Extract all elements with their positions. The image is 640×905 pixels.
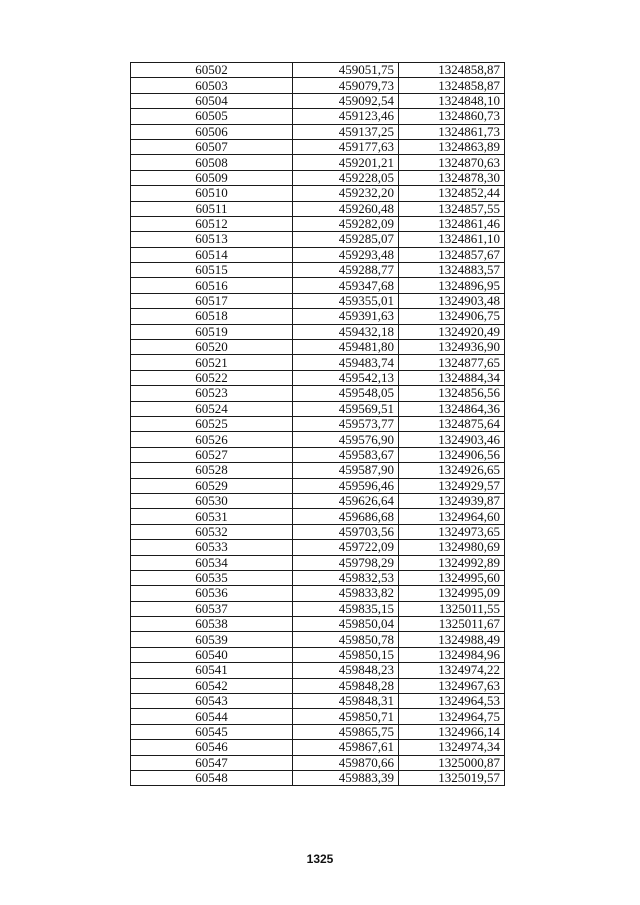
- table-row: [131, 432, 505, 447]
- point-id-cell: 60538: [131, 617, 293, 632]
- y-coordinate-cell: 1324857,55: [399, 201, 505, 216]
- table-row: [131, 555, 505, 570]
- x-coordinate-cell: 459848,23: [293, 663, 399, 678]
- x-coordinate-cell: 459432,18: [293, 324, 399, 339]
- x-coordinate-cell: 459137,25: [293, 124, 399, 139]
- y-coordinate-cell: 1324858,87: [399, 63, 505, 78]
- table-row: [131, 232, 505, 247]
- table-row: [131, 740, 505, 755]
- point-id-cell: 60508: [131, 155, 293, 170]
- point-id-cell: 60523: [131, 386, 293, 401]
- point-id-cell: 60521: [131, 355, 293, 370]
- x-coordinate-cell: 459883,39: [293, 770, 399, 785]
- table-row: [131, 540, 505, 555]
- x-coordinate-cell: 459288,77: [293, 263, 399, 278]
- point-id-cell: 60509: [131, 170, 293, 185]
- x-coordinate-cell: 459867,61: [293, 740, 399, 755]
- x-coordinate-cell: 459832,53: [293, 570, 399, 585]
- x-coordinate-cell: 459483,74: [293, 355, 399, 370]
- page-number: 1325: [306, 852, 334, 866]
- y-coordinate-cell: 1324906,75: [399, 309, 505, 324]
- y-coordinate-cell: 1324984,96: [399, 647, 505, 662]
- x-coordinate-cell: 459293,48: [293, 247, 399, 262]
- y-coordinate-cell: 1324964,75: [399, 709, 505, 724]
- y-coordinate-cell: 1324926,65: [399, 463, 505, 478]
- x-coordinate-cell: 459583,67: [293, 447, 399, 462]
- x-coordinate-cell: 459722,09: [293, 540, 399, 555]
- y-coordinate-cell: 1325000,87: [399, 755, 505, 770]
- table-row: [131, 678, 505, 693]
- y-coordinate-cell: 1324903,48: [399, 293, 505, 308]
- x-coordinate-cell: 459285,07: [293, 232, 399, 247]
- y-coordinate-cell: 1324863,89: [399, 139, 505, 154]
- y-coordinate-cell: 1324980,69: [399, 540, 505, 555]
- table-row: [131, 216, 505, 231]
- y-coordinate-cell: 1324877,65: [399, 355, 505, 370]
- x-coordinate-cell: 459481,80: [293, 340, 399, 355]
- y-coordinate-cell: 1324903,46: [399, 432, 505, 447]
- y-coordinate-cell: 1324995,09: [399, 586, 505, 601]
- point-id-cell: 60515: [131, 263, 293, 278]
- y-coordinate-cell: 1324906,56: [399, 447, 505, 462]
- y-coordinate-cell: 1324857,67: [399, 247, 505, 262]
- x-coordinate-cell: 459347,68: [293, 278, 399, 293]
- x-coordinate-cell: 459835,15: [293, 601, 399, 616]
- x-coordinate-cell: 459232,20: [293, 186, 399, 201]
- x-coordinate-cell: 459569,51: [293, 401, 399, 416]
- y-coordinate-cell: 1324966,14: [399, 724, 505, 739]
- x-coordinate-cell: 459848,28: [293, 678, 399, 693]
- y-coordinate-cell: 1324936,90: [399, 340, 505, 355]
- table-row: [131, 694, 505, 709]
- table-row: [131, 386, 505, 401]
- point-id-cell: 60534: [131, 555, 293, 570]
- table-row: [131, 647, 505, 662]
- table-row: [131, 355, 505, 370]
- y-coordinate-cell: 1324860,73: [399, 109, 505, 124]
- x-coordinate-cell: 459686,68: [293, 509, 399, 524]
- y-coordinate-cell: 1324988,49: [399, 632, 505, 647]
- point-id-cell: 60519: [131, 324, 293, 339]
- table-row: [131, 78, 505, 93]
- table-row: [131, 478, 505, 493]
- y-coordinate-cell: 1324861,73: [399, 124, 505, 139]
- x-coordinate-cell: 459703,56: [293, 524, 399, 539]
- x-coordinate-cell: 459833,82: [293, 586, 399, 601]
- point-id-cell: 60506: [131, 124, 293, 139]
- point-id-cell: 60529: [131, 478, 293, 493]
- y-coordinate-cell: 1324858,87: [399, 78, 505, 93]
- point-id-cell: 60507: [131, 139, 293, 154]
- y-coordinate-cell: 1324920,49: [399, 324, 505, 339]
- y-coordinate-cell: 1324929,57: [399, 478, 505, 493]
- point-id-cell: 60526: [131, 432, 293, 447]
- y-coordinate-cell: 1324964,53: [399, 694, 505, 709]
- table-row: [131, 770, 505, 785]
- table-row: [131, 416, 505, 431]
- table-row: [131, 186, 505, 201]
- x-coordinate-cell: 459576,90: [293, 432, 399, 447]
- y-coordinate-cell: 1324884,34: [399, 370, 505, 385]
- table-row: [131, 617, 505, 632]
- point-id-cell: 60505: [131, 109, 293, 124]
- point-id-cell: 60518: [131, 309, 293, 324]
- table-row: [131, 601, 505, 616]
- y-coordinate-cell: 1324875,64: [399, 416, 505, 431]
- table-row: [131, 155, 505, 170]
- point-id-cell: 60548: [131, 770, 293, 785]
- point-id-cell: 60520: [131, 340, 293, 355]
- table-row: [131, 493, 505, 508]
- x-coordinate-cell: 459201,21: [293, 155, 399, 170]
- x-coordinate-cell: 459228,05: [293, 170, 399, 185]
- table-row: [131, 170, 505, 185]
- x-coordinate-cell: 459850,71: [293, 709, 399, 724]
- y-coordinate-cell: 1324883,57: [399, 263, 505, 278]
- point-id-cell: 60533: [131, 540, 293, 555]
- table-row: [131, 139, 505, 154]
- table-row: [131, 709, 505, 724]
- x-coordinate-cell: 459282,09: [293, 216, 399, 231]
- y-coordinate-cell: 1324870,63: [399, 155, 505, 170]
- point-id-cell: 60522: [131, 370, 293, 385]
- x-coordinate-cell: 459079,73: [293, 78, 399, 93]
- x-coordinate-cell: 459092,54: [293, 93, 399, 108]
- y-coordinate-cell: 1324995,60: [399, 570, 505, 585]
- y-coordinate-cell: 1324992,89: [399, 555, 505, 570]
- table-row: [131, 509, 505, 524]
- point-id-cell: 60545: [131, 724, 293, 739]
- table-row: [131, 632, 505, 647]
- point-id-cell: 60517: [131, 293, 293, 308]
- point-id-cell: 60532: [131, 524, 293, 539]
- x-coordinate-cell: 459850,78: [293, 632, 399, 647]
- x-coordinate-cell: 459850,15: [293, 647, 399, 662]
- table-row: [131, 124, 505, 139]
- x-coordinate-cell: 459391,63: [293, 309, 399, 324]
- table-row: [131, 63, 505, 78]
- point-id-cell: 60514: [131, 247, 293, 262]
- table-row: [131, 401, 505, 416]
- table-row: [131, 570, 505, 585]
- point-id-cell: 60512: [131, 216, 293, 231]
- x-coordinate-cell: 459626,64: [293, 493, 399, 508]
- y-coordinate-cell: 1324861,10: [399, 232, 505, 247]
- table-row: [131, 278, 505, 293]
- point-id-cell: 60503: [131, 78, 293, 93]
- table-row: [131, 463, 505, 478]
- y-coordinate-cell: 1325019,57: [399, 770, 505, 785]
- point-id-cell: 60537: [131, 601, 293, 616]
- x-coordinate-cell: 459123,46: [293, 109, 399, 124]
- point-id-cell: 60513: [131, 232, 293, 247]
- y-coordinate-cell: 1324856,56: [399, 386, 505, 401]
- table-row: [131, 524, 505, 539]
- y-coordinate-cell: 1324896,95: [399, 278, 505, 293]
- x-coordinate-cell: 459051,75: [293, 63, 399, 78]
- y-coordinate-cell: 1324848,10: [399, 93, 505, 108]
- table-row: [131, 724, 505, 739]
- x-coordinate-cell: 459848,31: [293, 694, 399, 709]
- table-row: [131, 309, 505, 324]
- table-row: [131, 93, 505, 108]
- table-row: [131, 370, 505, 385]
- x-coordinate-cell: 459573,77: [293, 416, 399, 431]
- table-row: [131, 109, 505, 124]
- point-id-cell: 60547: [131, 755, 293, 770]
- point-id-cell: 60543: [131, 694, 293, 709]
- point-id-cell: 60535: [131, 570, 293, 585]
- point-id-cell: 60536: [131, 586, 293, 601]
- y-coordinate-cell: 1324861,46: [399, 216, 505, 231]
- y-coordinate-cell: 1324878,30: [399, 170, 505, 185]
- point-id-cell: 60510: [131, 186, 293, 201]
- point-id-cell: 60542: [131, 678, 293, 693]
- point-id-cell: 60546: [131, 740, 293, 755]
- point-id-cell: 60540: [131, 647, 293, 662]
- table-row: [131, 447, 505, 462]
- y-coordinate-cell: 1324864,36: [399, 401, 505, 416]
- point-id-cell: 60504: [131, 93, 293, 108]
- point-id-cell: 60530: [131, 493, 293, 508]
- y-coordinate-cell: 1324974,22: [399, 663, 505, 678]
- point-id-cell: 60525: [131, 416, 293, 431]
- x-coordinate-cell: 459587,90: [293, 463, 399, 478]
- point-id-cell: 60502: [131, 63, 293, 78]
- x-coordinate-cell: 459596,46: [293, 478, 399, 493]
- point-id-cell: 60539: [131, 632, 293, 647]
- x-coordinate-cell: 459865,75: [293, 724, 399, 739]
- table-row: [131, 247, 505, 262]
- point-id-cell: 60527: [131, 447, 293, 462]
- table-row: [131, 663, 505, 678]
- x-coordinate-cell: 459355,01: [293, 293, 399, 308]
- x-coordinate-cell: 459798,29: [293, 555, 399, 570]
- point-id-cell: 60544: [131, 709, 293, 724]
- table-row: [131, 755, 505, 770]
- x-coordinate-cell: 459177,63: [293, 139, 399, 154]
- table-row: [131, 201, 505, 216]
- point-id-cell: 60531: [131, 509, 293, 524]
- x-coordinate-cell: 459542,13: [293, 370, 399, 385]
- y-coordinate-cell: 1325011,67: [399, 617, 505, 632]
- table-row: [131, 324, 505, 339]
- y-coordinate-cell: 1324967,63: [399, 678, 505, 693]
- y-coordinate-cell: 1324973,65: [399, 524, 505, 539]
- point-id-cell: 60541: [131, 663, 293, 678]
- coordinates-table-body: [131, 63, 505, 786]
- point-id-cell: 60516: [131, 278, 293, 293]
- x-coordinate-cell: 459870,66: [293, 755, 399, 770]
- table-row: [131, 586, 505, 601]
- y-coordinate-cell: 1324852,44: [399, 186, 505, 201]
- point-id-cell: 60511: [131, 201, 293, 216]
- coordinates-table: [130, 62, 505, 786]
- y-coordinate-cell: 1324939,87: [399, 493, 505, 508]
- point-id-cell: 60528: [131, 463, 293, 478]
- y-coordinate-cell: 1324974,34: [399, 740, 505, 755]
- table-row: [131, 263, 505, 278]
- x-coordinate-cell: 459850,04: [293, 617, 399, 632]
- x-coordinate-cell: 459260,48: [293, 201, 399, 216]
- x-coordinate-cell: 459548,05: [293, 386, 399, 401]
- point-id-cell: 60524: [131, 401, 293, 416]
- table-row: [131, 293, 505, 308]
- table-row: [131, 340, 505, 355]
- y-coordinate-cell: 1325011,55: [399, 601, 505, 616]
- y-coordinate-cell: 1324964,60: [399, 509, 505, 524]
